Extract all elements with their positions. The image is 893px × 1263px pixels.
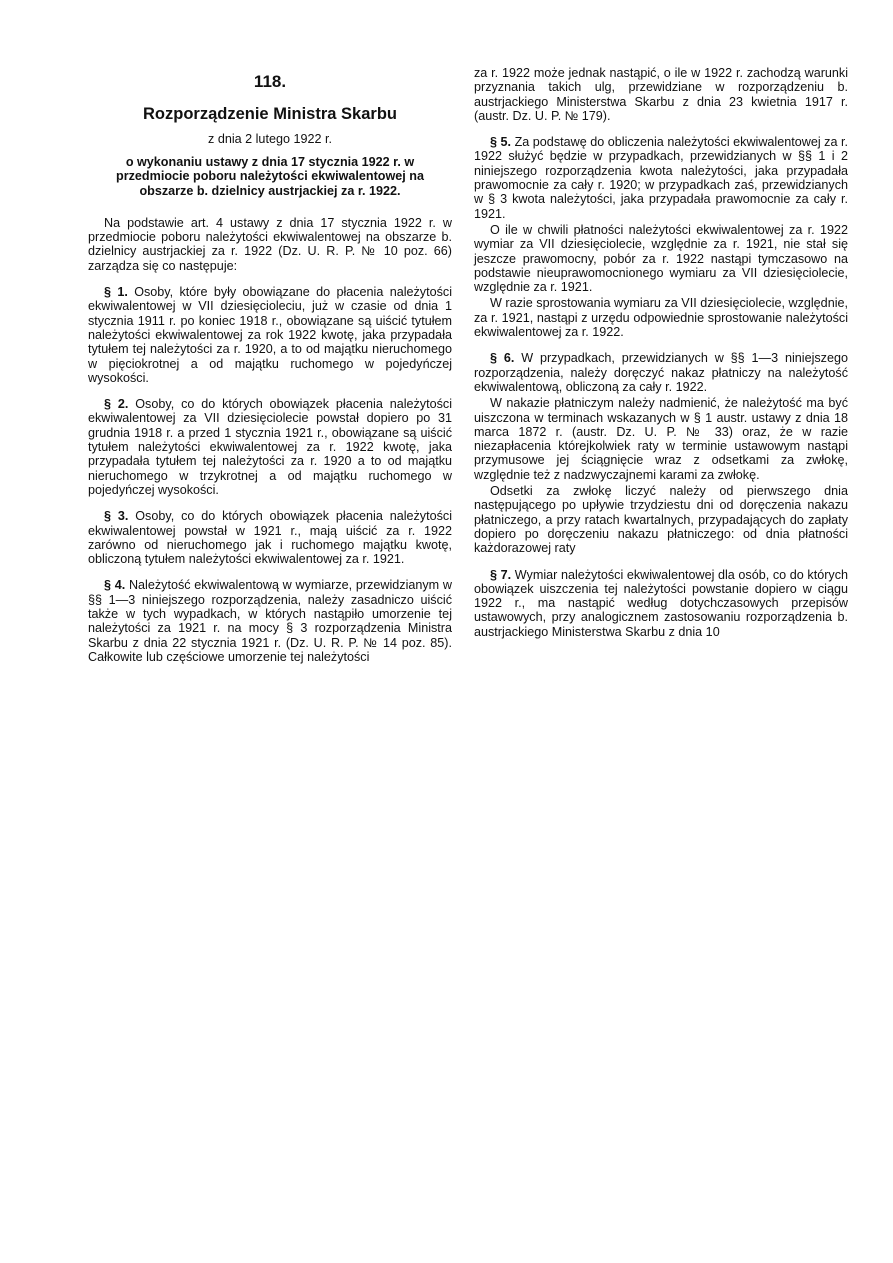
section-6-paragraph-3: Odsetki za zwłokę liczyć należy od pierwszego dnia następującego po upływie trzydziestu dni od doręczenia nakazu płatniczego, a przy ratach kwartalnych, przypadających do zapłaty dopiero po doręczeniu nakazu płatniczego: od dnia płatności każdorazowej raty (474, 484, 848, 556)
right-column (474, 66, 848, 639)
section-5-paragraph-2: O ile w chwili płatności należytości ekwiwalentowej za r. 1922 wymiar za VII dziesięciolecie, względnie za r. 1921, nie stał się jeszcze prawomocny, pobór za r. 1922 nastąpi tymczasowo na podstawie nieuprawomocnionego wymiaru za VII dziesięciolecie, względnie za r. 1921. (474, 222, 848, 295)
section-1-text: Osoby, które były obowiązane do płacenia należytości ekwiwalentowej w VII dziesięcioleciu, już w czasie od dnia 1 stycznia 1911 r. po koniec 1918 r., obowiązane są uiścić tytułem należytości ekwiwalentowej za rok 1922 kwotę, jaka przypadała tytułem tej należytości za r. 1920, a to od majątku nieruchomego w pięciokrotnej a od majątku ruchomego w pojedyńczej wysokości. (88, 285, 452, 385)
section-2-label: § 2. (104, 397, 129, 412)
section-5 (474, 135, 848, 221)
section-6-paragraph-2: W nakazie płatniczym należy nadmienić, że należytość ma być uiszczona w terminach wskazanych w § 1 austr. ustawy z dnia 18 marca 1872 r. (austr. Dz. U. P. № 33) oraz, że w razie niezapłacenia którejkolwiek raty w terminie ustawowym nastąpi przymusowe jej ściągnięcie wraz z odsetkami za zwłokę, względnie też z nadzwyczajnemi karami za zwłokę. (474, 396, 848, 482)
section-4 (88, 578, 452, 664)
regulation-date: z dnia 2 lutego 1922 r. (208, 132, 332, 146)
section-5-label: § 5. (490, 135, 512, 150)
section-4-continuation: za r. 1922 może jednak nastąpić, o ile w 1922 r. zachodzą warunki przyznania takich ulg, przewidziane w rozporządzeniu b. austrjackiego Ministerstwa Skarbu z dnia 23 kwietnia 1917 r. (austr. Dz. U. P. № 179). (474, 66, 848, 123)
section-4-text: Należytość ekwiwalentową w wymiarze, przewidzianym w §§ 1—3 niniejszego rozporządzenia, należy zasadniczo uiścić także w tych wypadkach, w których nastąpiło umorzenie tej należytości za 1921 r. na mocy § 3 rozporządzenia Ministra Skarbu z dnia 22 stycznia 1921 r. (Dz. U. R. P. № 14 poz. 85). Całkowite lub częściowe umorzenie tej należytości (88, 578, 452, 664)
section-7 (474, 568, 848, 639)
section-3-text: Osoby, co do których obowiązek płacenia należytości ekwiwalentowej powstał w 1921 r., mają uiścić za r. 1922 zarówno od nieruchomego jak i ruchomego majątku kwotę, obliczoną tytułem należytości ekwiwalentowej za r. 1921. (88, 509, 453, 567)
section-2-text: Osoby, co do których obowiązek płacenia należytości ekwiwalentowej za VII dziesięciolecie powstał dopiero po 31 grudnia 1918 r. a przed 1 stycznia 1921 r., obowiązane są uiścić tytułem należytości ekwiwalentowej za r. 1922 kwotę, jaka przypadała tytułem tej należytości za r. 1920 a to od majątku nieruchomego w trzykrotnej a od majątku ruchomego w pojedyńczej wysokości. (88, 397, 453, 497)
section-3-label: § 3. (104, 509, 129, 524)
section-6-label: § 6. (490, 351, 515, 366)
section-6-text: W przypadkach, przewidzianych w §§ 1—3 niniejszego rozporządzenia, należy doręczyć nakaz płatniczy na należytość ekwiwalentową, obliczoną za cały r. 1922. (474, 351, 848, 394)
regulation-title: Rozporządzenie Ministra Skarbu (143, 105, 397, 123)
section-1-label: § 1. (104, 285, 128, 300)
section-4-label: § 4. (104, 578, 126, 593)
section-7-text: Wymiar należytości ekwiwalentowej dla osób, co do których obowiązek uiszczenia tej należytości powstanie dopiero w ciągu 1922 r., ma nastąpić według dotychczasowych przepisów ustawowych, przy analogicznem zastosowaniu rozporządzenia b. austrjackiego Ministerstwa Skarbu z dnia 10 (474, 567, 848, 639)
act-number: 118. (253, 72, 287, 91)
section-5-text: Za podstawę do obliczenia należytości ekwiwalentowej za r. 1922 służyć będzie w przypadkach, przewidzianych w §§ 1 i 2 niniejszego rozporządzenia kwota należytości, jaka przypadała prawomocnie za cały r. 1920; w przypadkach zaś, przewidzianych w § 3 kwota należytości, jaka przypadała prawomocnie za cały r. 1921. (474, 135, 848, 221)
section-7-label: § 7. (490, 567, 512, 582)
preamble: Na podstawie art. 4 ustawy z dnia 17 stycznia 1922 r. w przedmiocie poboru należytości ekwiwalentowej na obszarze b. dzielnicy austrjackiej za r. 1922 (Dz. U. R. P. № 10 poz. 66) zarządza się co następuje: (88, 215, 452, 273)
section-5-paragraph-3: W razie sprostowania wymiaru za VII dziesięciolecie, względnie, za r. 1921, nastąpi z urzędu odpowiednie sprostowanie należytości ekwiwalentowej za r. 1922. (474, 296, 848, 340)
section-1 (88, 285, 452, 385)
section-2 (88, 397, 452, 497)
left-column (88, 66, 452, 664)
regulation-subject: o wykonaniu ustawy z dnia 17 stycznia 1922 r. w przedmiocie poboru należytości ekwiwalentowej na obszarze b. dzielnicy austrjackiej za r. 1922. (116, 155, 424, 198)
section-3 (88, 509, 452, 566)
section-6 (474, 351, 848, 394)
